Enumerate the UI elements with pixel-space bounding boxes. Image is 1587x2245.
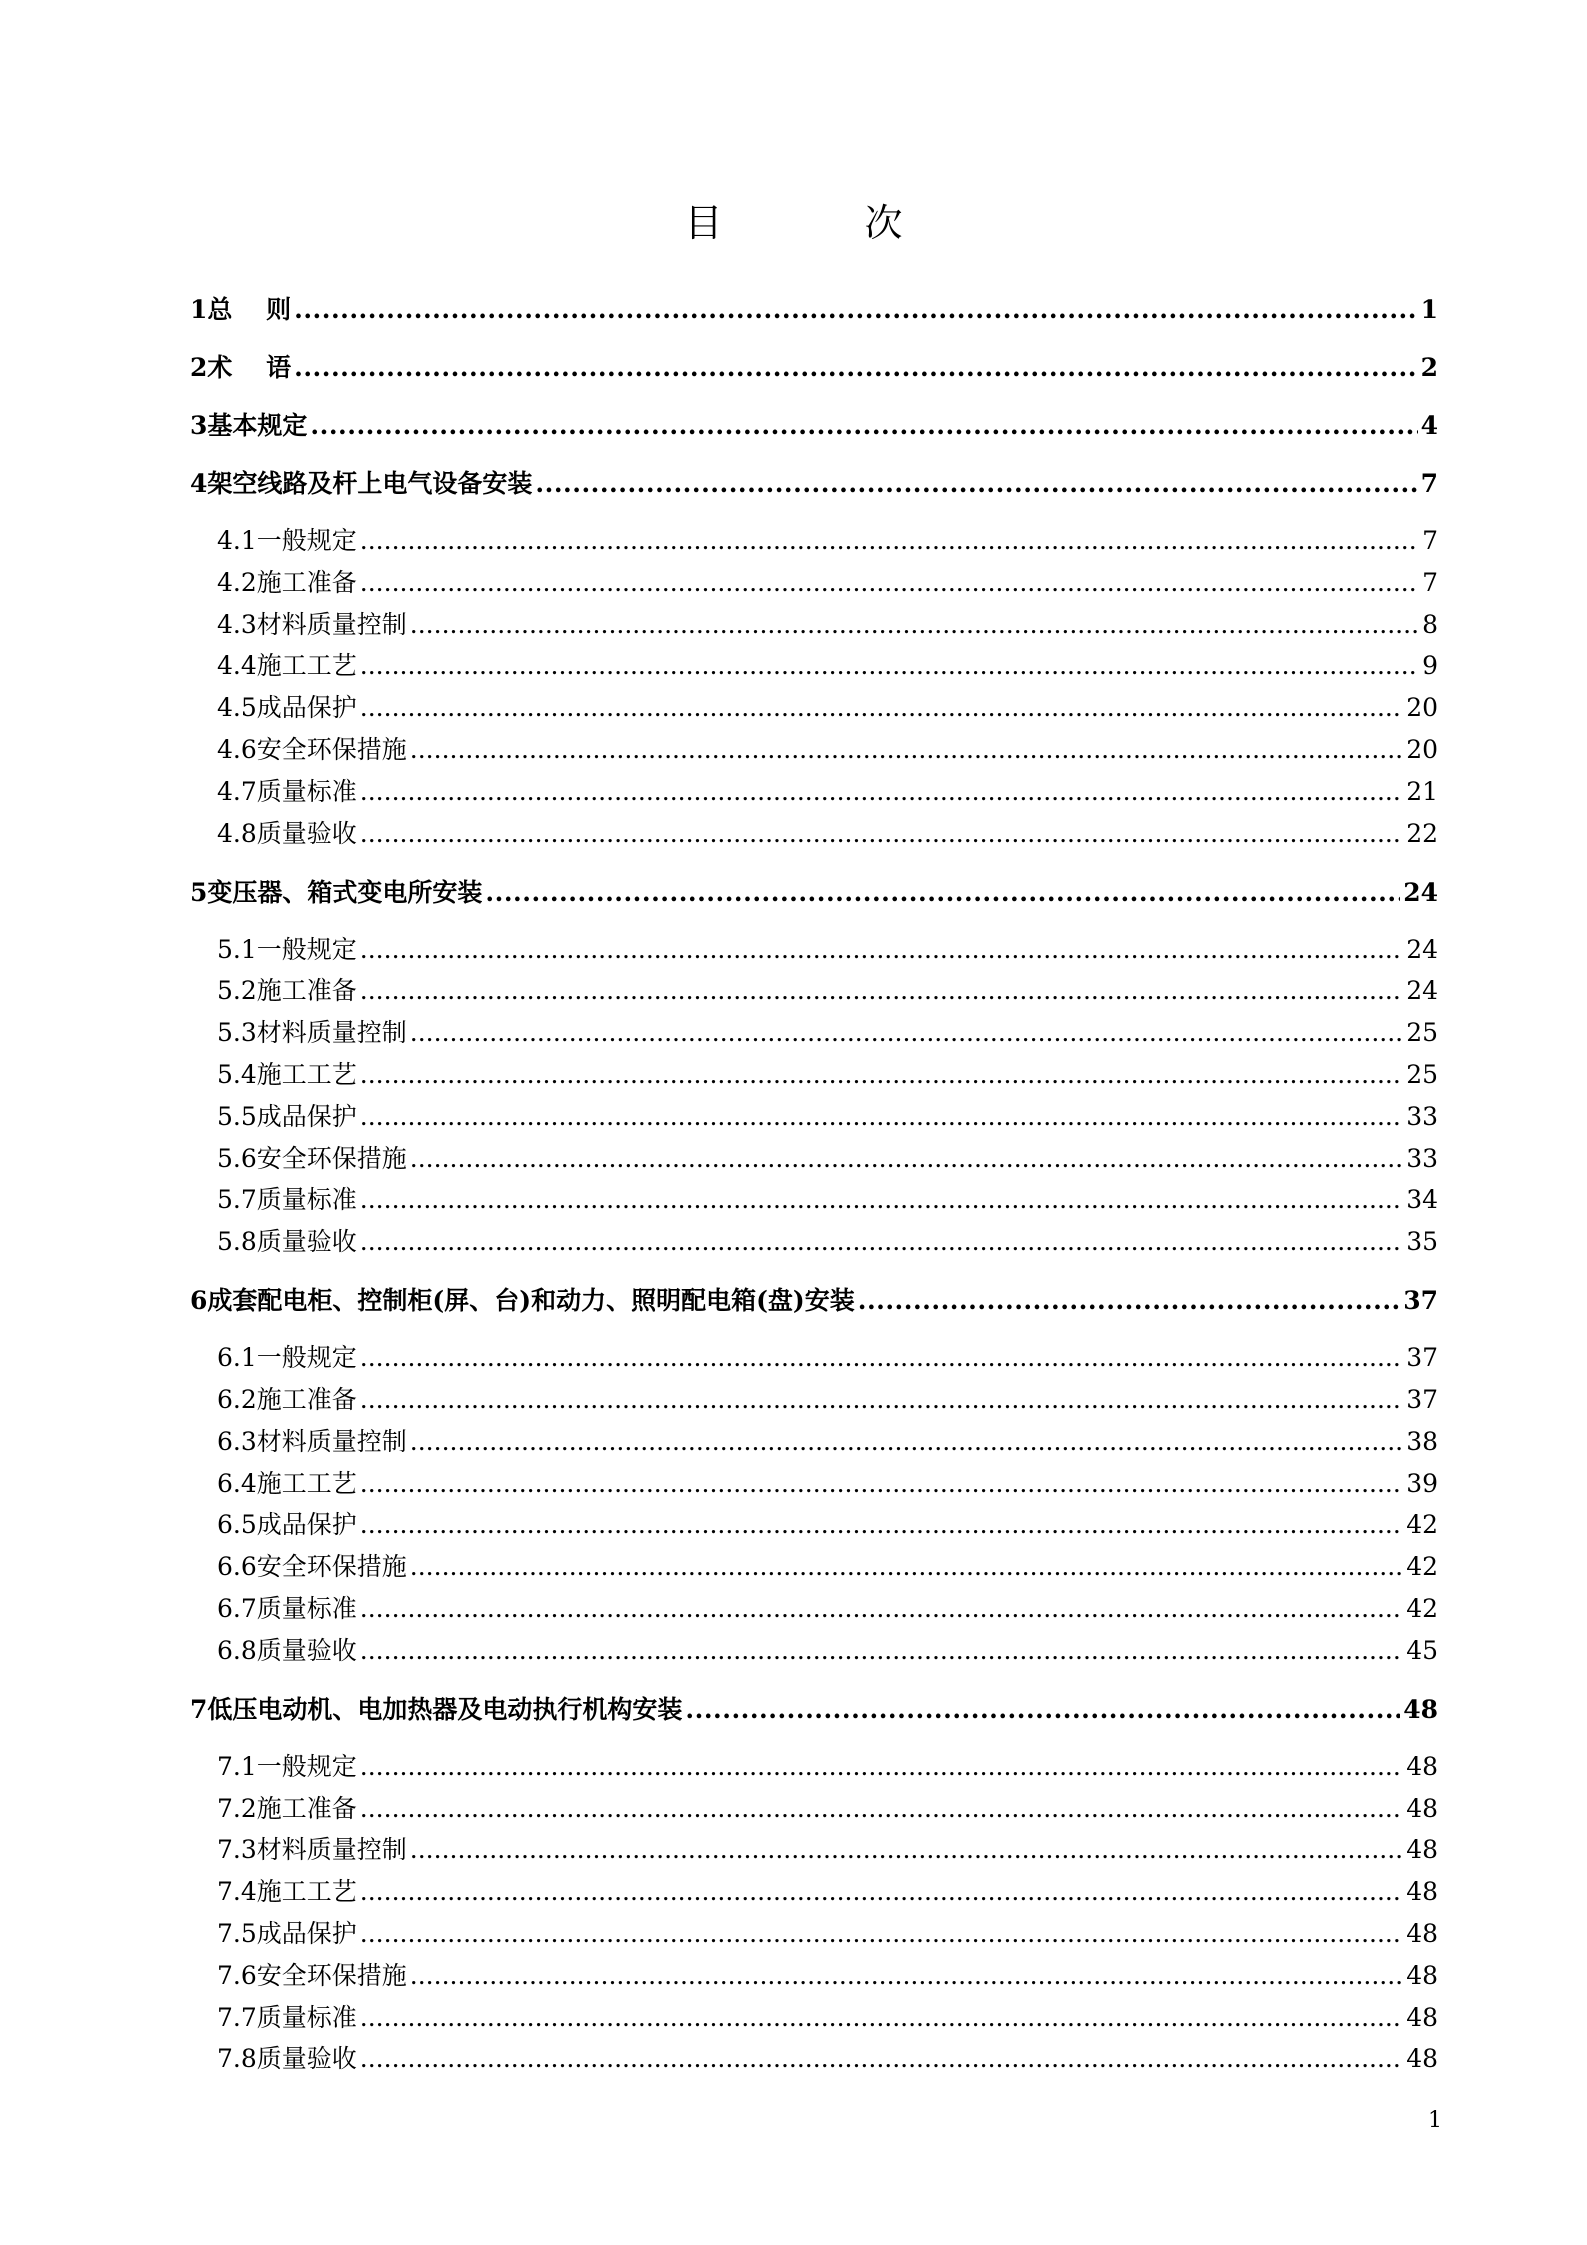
toc-entry-title: 一般规定 (256, 934, 357, 964)
toc-entry-title: 安全环保措施 (256, 1552, 407, 1582)
toc-entry-number: 5 (190, 877, 208, 907)
toc-section-entry[interactable] (190, 1632, 1438, 1690)
page-title: 目 次 (684, 201, 955, 245)
toc-dot-leader (410, 606, 1419, 644)
toc-entry-title: 质量验收 (256, 2044, 357, 2074)
toc-section-entry[interactable] (190, 522, 1438, 564)
toc-entry-page: 39 (1406, 1468, 1438, 1498)
toc-chapter-entry[interactable] (190, 873, 1438, 931)
toc-section-entry[interactable] (190, 972, 1438, 1014)
toc-section-entry[interactable] (190, 1548, 1438, 1590)
toc-entry-title: 施工准备 (256, 1793, 357, 1823)
toc-chapter-entry[interactable] (190, 1281, 1438, 1339)
toc-entry-page: 34 (1406, 1185, 1438, 1215)
toc-entry-number: 7.8 (217, 2044, 257, 2074)
toc-entry-number: 4.1 (217, 526, 257, 555)
toc-dot-leader (410, 1957, 1403, 1995)
toc-entry-page: 4 (1420, 411, 1438, 440)
toc-section-entry[interactable] (190, 689, 1438, 731)
toc-entry-page: 24 (1403, 877, 1438, 907)
toc-dot-leader (360, 1056, 1403, 1094)
toc-dot-leader (360, 564, 1419, 602)
toc-entry-number: 5.4 (217, 1059, 257, 1089)
toc-dot-leader (410, 1423, 1403, 1461)
toc-entry-title: 材料质量控制 (256, 1835, 407, 1865)
toc-dot-leader (858, 1281, 1400, 1321)
toc-entry-page: 25 (1406, 1018, 1438, 1048)
toc-dot-leader (535, 464, 1417, 504)
toc-entry-title: 材料质量控制 (256, 609, 407, 639)
toc-section-entry[interactable] (190, 564, 1438, 606)
toc-entry-page: 21 (1406, 776, 1438, 806)
toc-entry-number: 5.8 (217, 1227, 257, 1257)
toc-section-entry[interactable] (190, 1339, 1438, 1381)
toc-section-entry[interactable] (190, 1831, 1438, 1873)
toc-entry-number: 7.6 (217, 1960, 257, 1990)
toc-entry-page: 37 (1403, 1286, 1438, 1316)
toc-entry-page: 7 (1422, 567, 1438, 597)
toc-entry-page: 45 (1406, 1635, 1438, 1665)
toc-entry-number: 7.1 (217, 1751, 257, 1781)
toc-entry-title: 施工工艺 (256, 1059, 357, 1089)
toc-entry-title: 质量标准 (256, 776, 357, 806)
toc-entry-number: 4.8 (217, 818, 257, 848)
toc-section-entry[interactable] (190, 1957, 1438, 1999)
toc-entry-title: 质量验收 (256, 818, 357, 848)
toc-entry-title: 总 则 (207, 295, 292, 324)
toc-entry-number: 5.5 (217, 1101, 257, 1131)
toc-section-entry[interactable] (190, 1223, 1438, 1281)
toc-entry-number: 3 (190, 411, 208, 440)
toc-section-entry[interactable] (190, 2040, 1438, 2082)
toc-dot-leader (360, 647, 1419, 685)
toc-section-entry[interactable] (190, 731, 1438, 773)
toc-entry-page: 24 (1406, 934, 1438, 964)
toc-dot-leader (360, 1339, 1403, 1377)
toc-dot-leader (485, 873, 1400, 913)
toc-dot-leader (360, 1506, 1403, 1544)
toc-entry-number: 4.4 (217, 651, 257, 681)
toc-entry-title: 成套配电柜、控制柜(屏、台)和动力、照明配电箱(盘)安装 (207, 1286, 855, 1316)
toc-dot-leader (360, 931, 1403, 969)
toc-entry-number: 7.3 (217, 1835, 257, 1865)
toc-dot-leader (360, 1999, 1403, 2037)
toc-dot-leader (410, 731, 1403, 769)
toc-entry-page: 33 (1406, 1143, 1438, 1173)
toc-entry-title: 一般规定 (256, 1751, 357, 1781)
toc-entry-title: 材料质量控制 (256, 1018, 407, 1048)
toc-entry-number: 5.7 (217, 1185, 257, 1215)
toc-entry-number: 6 (190, 1286, 208, 1316)
toc-entry-page: 8 (1422, 609, 1438, 639)
toc-entry-page: 22 (1406, 818, 1438, 848)
toc-entry-title: 质量标准 (256, 1185, 357, 1215)
toc-entry-page: 48 (1406, 1793, 1438, 1823)
toc-entry-number: 7.4 (217, 1877, 257, 1907)
toc-entry-number: 6.5 (217, 1510, 257, 1540)
toc-entry-page: 42 (1406, 1510, 1438, 1540)
toc-entry-title: 基本规定 (207, 411, 308, 440)
toc-dot-leader (360, 773, 1403, 811)
toc-entry-title: 安全环保措施 (256, 1960, 407, 1990)
toc-entry-page: 33 (1406, 1101, 1438, 1131)
toc-dot-leader (410, 1548, 1403, 1586)
toc-section-entry[interactable] (190, 1790, 1438, 1832)
toc-entry-number: 7 (190, 1694, 208, 1724)
toc-chapter-entry[interactable] (190, 290, 1438, 348)
toc-section-entry[interactable] (190, 1506, 1438, 1548)
toc-section-entry[interactable] (190, 647, 1438, 689)
toc-entry-number: 7.5 (217, 1918, 257, 1948)
toc-entry-title: 质量标准 (256, 2002, 357, 2032)
toc-entry-title: 成品保护 (256, 1101, 357, 1131)
toc-entry-title: 成品保护 (256, 693, 357, 723)
toc-entry-number: 6.7 (217, 1593, 257, 1623)
toc-entry-title: 施工工艺 (256, 651, 357, 681)
toc-dot-leader (294, 348, 1417, 388)
toc-entry-page: 20 (1406, 734, 1438, 764)
toc-dot-leader (360, 1873, 1403, 1911)
toc-entry-page: 2 (1420, 353, 1438, 382)
toc-entry-number: 5.1 (217, 934, 257, 964)
toc-entry-page: 20 (1406, 693, 1438, 723)
toc-entry-title: 质量验收 (256, 1227, 357, 1257)
toc-dot-leader (685, 1690, 1400, 1730)
toc-entry-page: 48 (1406, 1918, 1438, 1948)
toc-entry-number: 4.2 (217, 567, 257, 597)
toc-dot-leader (360, 972, 1403, 1010)
toc-entry-title: 变压器、箱式变电所安装 (207, 877, 483, 907)
toc-entry-title: 一般规定 (256, 1343, 357, 1373)
toc-dot-leader (410, 1831, 1403, 1869)
toc-section-entry[interactable] (190, 1056, 1438, 1098)
toc-entry-title: 低压电动机、电加热器及电动执行机构安装 (207, 1694, 683, 1724)
toc-entry-number: 4.6 (217, 734, 257, 764)
toc-entry-page: 48 (1406, 1751, 1438, 1781)
toc-section-entry[interactable] (190, 1465, 1438, 1507)
toc-entry-page: 9 (1422, 651, 1438, 681)
toc-entry-page: 25 (1406, 1059, 1438, 1089)
toc-entry-page: 48 (1403, 1694, 1438, 1724)
toc-entry-number: 7.7 (217, 2002, 257, 2032)
toc-entry-page: 48 (1406, 2044, 1438, 2074)
toc-section-entry[interactable] (190, 1999, 1438, 2041)
toc-entry-title: 施工准备 (256, 567, 357, 597)
toc-dot-leader (360, 689, 1403, 727)
toc-entry-page: 38 (1406, 1426, 1438, 1456)
toc-entry-title: 质量验收 (256, 1635, 357, 1665)
toc-section-entry[interactable] (190, 931, 1438, 973)
toc-entry-title: 施工工艺 (256, 1877, 357, 1907)
toc-section-entry[interactable] (190, 1873, 1438, 1915)
toc-dot-leader (310, 406, 1417, 446)
toc-section-entry[interactable] (190, 1748, 1438, 1790)
toc-entry-page: 42 (1406, 1593, 1438, 1623)
toc-entry-page: 1 (1420, 295, 1438, 324)
toc-entry-page: 48 (1406, 1835, 1438, 1865)
toc-dot-leader (360, 1223, 1403, 1261)
toc-section-entry[interactable] (190, 606, 1438, 648)
toc-entry-number: 4.7 (217, 776, 257, 806)
toc-section-entry[interactable] (190, 1915, 1438, 1957)
toc-entry-page: 7 (1422, 526, 1438, 555)
toc-entry-number: 4.3 (217, 609, 257, 639)
toc-entry-title: 施工准备 (256, 976, 357, 1006)
toc-entry-page: 37 (1406, 1343, 1438, 1373)
toc-entry-page: 48 (1406, 2002, 1438, 2032)
toc-chapter-entry[interactable] (190, 464, 1438, 522)
toc-entry-number: 5.2 (217, 976, 257, 1006)
toc-entry-page: 48 (1406, 1960, 1438, 1990)
toc-entry-number: 1 (190, 295, 208, 324)
toc-entry-title: 材料质量控制 (256, 1426, 407, 1456)
toc-entry-number: 7.2 (217, 1793, 257, 1823)
toc-entry-page: 7 (1420, 469, 1438, 498)
toc-entry-number: 4.5 (217, 693, 257, 723)
toc-dot-leader (360, 1181, 1403, 1219)
toc-chapter-entry[interactable] (190, 406, 1438, 464)
toc-dot-leader (360, 522, 1419, 560)
toc-section-entry[interactable] (190, 1381, 1438, 1423)
toc-entry-page: 42 (1406, 1552, 1438, 1582)
toc-entry-number: 6.4 (217, 1468, 257, 1498)
toc-entry-title: 架空线路及杆上电气设备安装 (207, 469, 533, 498)
toc-dot-leader (360, 1748, 1403, 1786)
toc-dot-leader (360, 1632, 1403, 1670)
toc-entry-title: 一般规定 (256, 526, 357, 555)
toc-dot-leader (360, 815, 1403, 853)
toc-entry-page: 48 (1406, 1877, 1438, 1907)
table-of-contents (190, 290, 1438, 2082)
toc-entry-number: 2 (190, 353, 208, 382)
toc-dot-leader (360, 1915, 1403, 1953)
toc-dot-leader (410, 1140, 1403, 1178)
toc-entry-number: 6.1 (217, 1343, 257, 1373)
toc-entry-number: 5.6 (217, 1143, 257, 1173)
toc-entry-title: 质量标准 (256, 1593, 357, 1623)
toc-section-entry[interactable] (190, 1140, 1438, 1182)
toc-entry-number: 6.8 (217, 1635, 257, 1665)
toc-entry-number: 5.3 (217, 1018, 257, 1048)
toc-dot-leader (410, 1014, 1403, 1052)
toc-entry-page: 24 (1406, 976, 1438, 1006)
toc-entry-title: 术 语 (207, 353, 292, 382)
toc-dot-leader (360, 1465, 1403, 1503)
toc-entry-title: 施工工艺 (256, 1468, 357, 1498)
toc-entry-page: 35 (1406, 1227, 1438, 1257)
toc-chapter-entry[interactable] (190, 348, 1438, 406)
toc-chapter-entry[interactable] (190, 1690, 1438, 1748)
toc-dot-leader (360, 1790, 1403, 1828)
toc-section-entry[interactable] (190, 1014, 1438, 1056)
toc-section-entry[interactable] (190, 1098, 1438, 1140)
toc-entry-title: 安全环保措施 (256, 734, 407, 764)
toc-section-entry[interactable] (190, 1181, 1438, 1223)
toc-section-entry[interactable] (190, 773, 1438, 815)
toc-entry-title: 成品保护 (256, 1918, 357, 1948)
toc-dot-leader (294, 290, 1417, 330)
toc-entry-title: 成品保护 (256, 1510, 357, 1540)
toc-entry-number: 6.3 (217, 1426, 257, 1456)
toc-section-entry[interactable] (190, 815, 1438, 873)
toc-dot-leader (360, 1590, 1403, 1628)
toc-entry-title: 施工准备 (256, 1384, 357, 1414)
toc-dot-leader (360, 2040, 1403, 2078)
toc-dot-leader (360, 1098, 1403, 1136)
toc-entry-number: 6.6 (217, 1552, 257, 1582)
toc-entry-page: 37 (1406, 1384, 1438, 1414)
toc-section-entry[interactable] (190, 1590, 1438, 1632)
page-number: 1 (1428, 2108, 1442, 2133)
toc-section-entry[interactable] (190, 1423, 1438, 1465)
toc-entry-number: 6.2 (217, 1384, 257, 1414)
toc-entry-number: 4 (190, 469, 208, 498)
toc-entry-title: 安全环保措施 (256, 1143, 407, 1173)
toc-dot-leader (360, 1381, 1403, 1419)
